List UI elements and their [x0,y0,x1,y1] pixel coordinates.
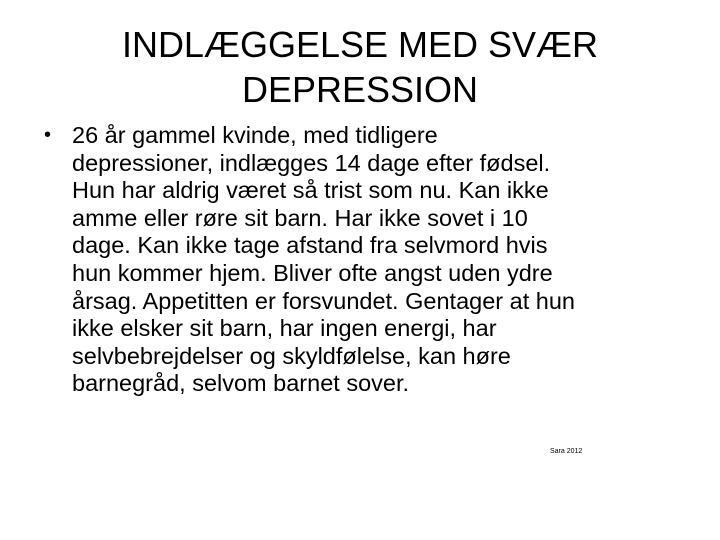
bullet-point-icon: • [44,124,52,146]
bullet-line-3: Hun har aldrig været så trist som nu. Kan ikke [72,177,549,204]
bullet-list [44,122,674,398]
bullet-line-2: depressioner, indlægges 14 dage efter fødsel. [72,149,551,176]
bullet-line-1: 26 år gammel kvinde, med tidligere [72,122,438,148]
footer-note: Sara 2012 [550,448,583,455]
bullet-line-10: barnegråd, selvom barnet sover. [72,370,410,397]
bullet-line-5: dage. Kan ikke tage afstand fra selvmord hvis [72,232,548,259]
bullet-line-7: årsag. Appetitten er forsvundet. Gentager at hun [72,287,575,314]
bullet-line-6: hun kommer hjem. Bliver ofte angst uden ydre [72,259,553,286]
bullet-line-9: selvbebrejdelser og skyldfølelse, kan høre [72,342,511,369]
bullet-item [44,122,674,398]
slide-title-line-1: INDLÆGGELSE MED SVÆR [121,24,599,65]
bullet-line-4: amme eller røre sit barn. Har ikke sovet i 10 [72,204,528,231]
bullet-line-8: ikke elsker sit barn, har ingen energi, har [72,315,497,342]
slide-title [60,22,660,112]
slide-title-line-2: DEPRESSION [241,69,479,110]
